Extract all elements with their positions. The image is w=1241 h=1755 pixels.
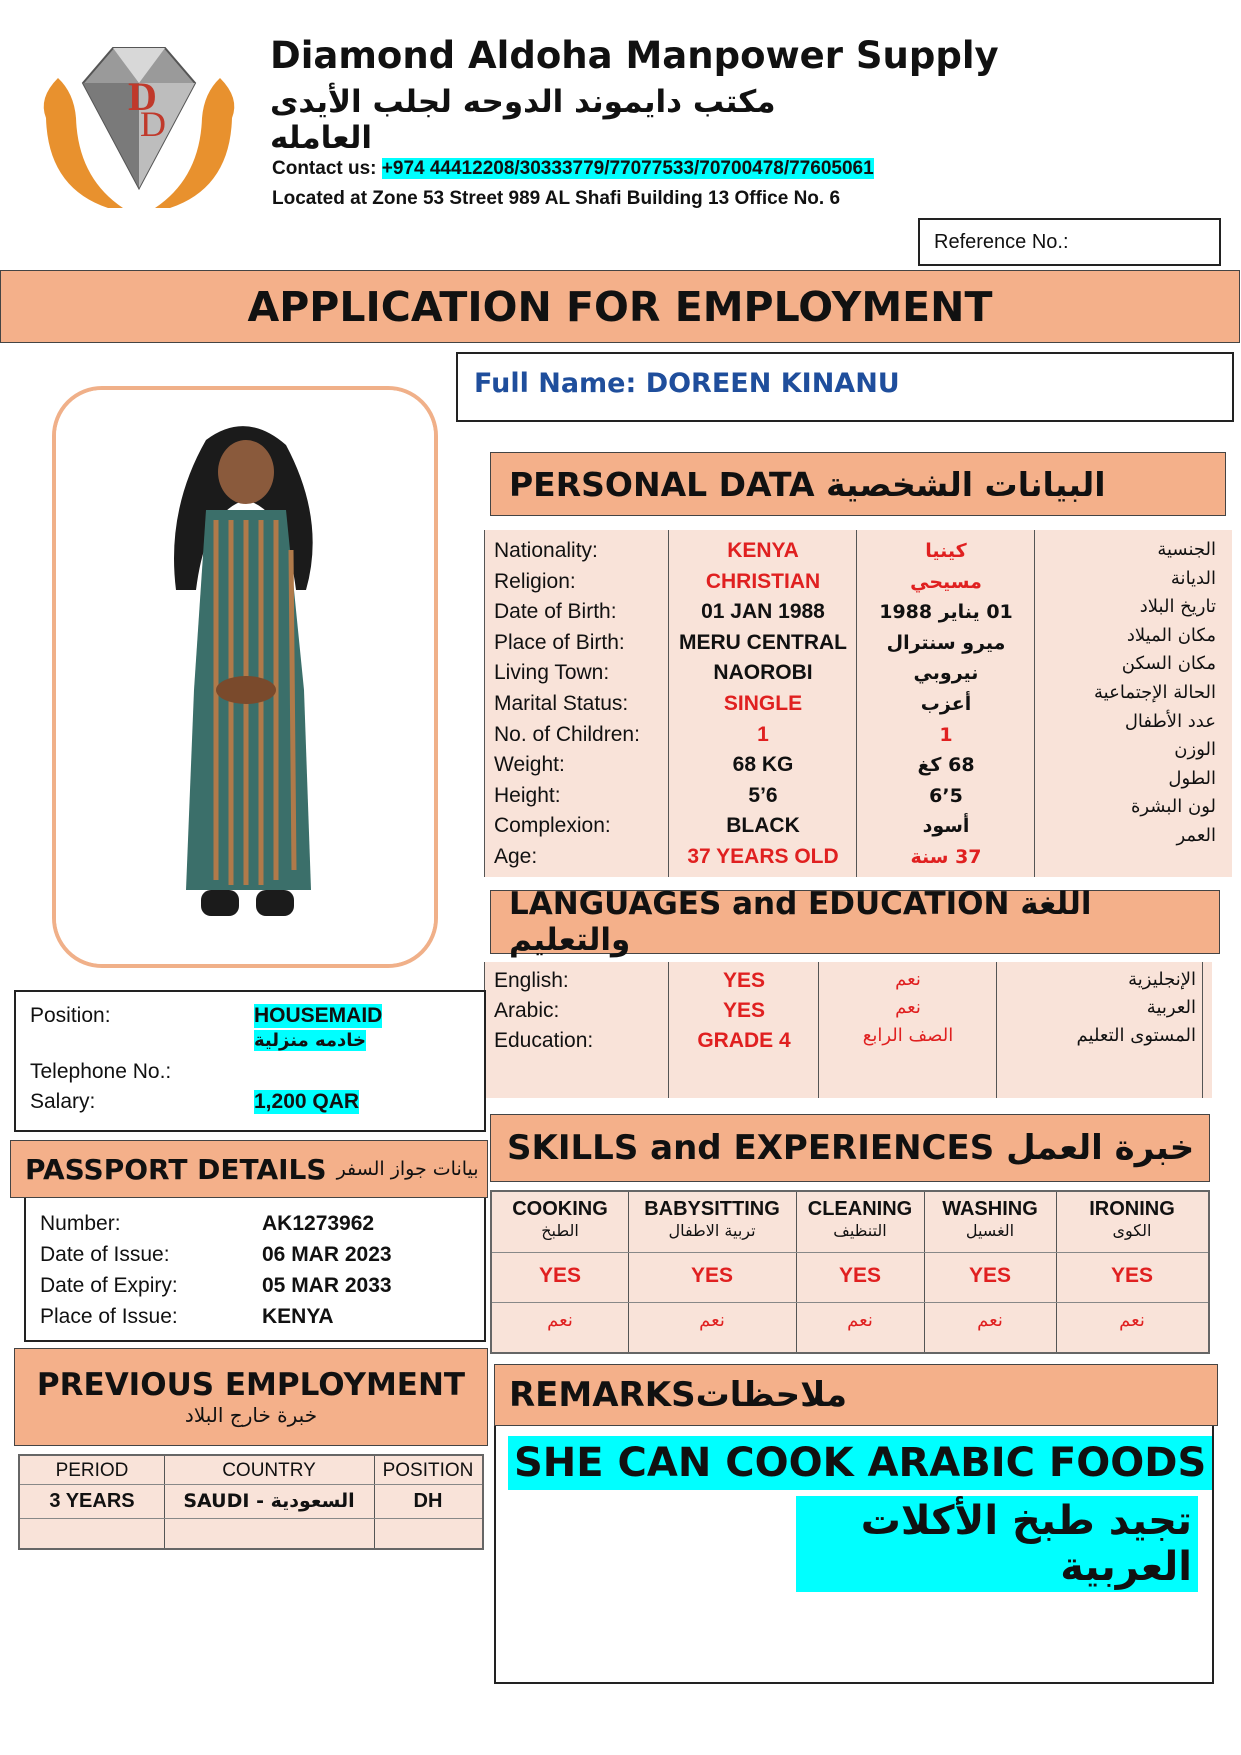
- skill-washing-value: YES: [968, 1264, 1012, 1287]
- marital-status-label: Marital Status:: [494, 691, 629, 715]
- country-cell: SAUDI - السعودية: [183, 1490, 355, 1512]
- weight-value-ar: 68 كغ: [917, 754, 975, 777]
- english-value-ar: نعم: [895, 969, 921, 990]
- previous-employment-title-ar: خبرة خارج البلاد: [184, 1403, 318, 1427]
- children-value-ar: 1: [939, 723, 953, 746]
- skill-babysitting: [628, 1198, 796, 1240]
- dob-value: 01 JAN 1988: [701, 600, 825, 624]
- marital-status-value-ar: أعزب: [920, 692, 972, 715]
- living-town-value-ar: نيروبي: [913, 662, 979, 685]
- religion-label-ar: الديانة: [1170, 567, 1216, 589]
- contact-label: Contact us:: [272, 158, 377, 179]
- pob-value-ar: ميرو سنترال: [886, 631, 1006, 654]
- position-header: POSITION: [382, 1460, 474, 1481]
- skills-heading: SKILLS and EXPERIENCES خبرة العمل: [490, 1114, 1210, 1182]
- remarks-text-arabic: تجيد طبخ الأكلات العربية: [796, 1496, 1198, 1592]
- passport-title: PASSPORT DETAILS: [25, 1152, 327, 1186]
- skill-cleaning-name: CLEANING: [807, 1198, 913, 1220]
- contact-numbers: +974 44412208/30333779/77077533/70700478/77605061: [381, 158, 874, 179]
- passport-labels: [40, 1208, 178, 1332]
- skill-babysitting-name: BABYSITTING: [644, 1198, 780, 1220]
- company-name: Diamond Aldoha Manpower Supply: [270, 34, 999, 77]
- age-label: Age:: [494, 844, 538, 868]
- position-label: Position:: [30, 1004, 111, 1027]
- pob-label: Place of Birth:: [494, 630, 625, 654]
- language-values: [670, 966, 818, 1056]
- language-labels: [494, 966, 593, 1056]
- complexion-label-ar: لون البشرة: [1130, 796, 1216, 818]
- personal-labels-arabic: [1036, 536, 1216, 851]
- salary-label: Salary:: [30, 1090, 96, 1113]
- previous-employment-table: [18, 1454, 484, 1550]
- education-value: GRADE 4: [697, 1029, 791, 1052]
- complexion-value-ar: أسود: [922, 815, 970, 838]
- dob-label-ar: تاريخ البلاد: [1139, 596, 1216, 618]
- weight-label-ar: الوزن: [1174, 739, 1216, 761]
- age-value-ar: 37 سنة: [910, 845, 982, 868]
- nationality-label-ar: الجنسية: [1157, 539, 1216, 560]
- age-value: 37 YEARS OLD: [687, 844, 839, 868]
- living-town-label: Living Town:: [494, 661, 610, 685]
- contact-line: [272, 158, 874, 180]
- weight-value: 68 KG: [732, 753, 794, 777]
- previous-employment-title: PREVIOUS EMPLOYMENT: [36, 1367, 466, 1403]
- passport-number-label: Number:: [40, 1212, 121, 1235]
- skill-washing-name-ar: الغسيل: [965, 1221, 1015, 1240]
- language-values-arabic: [820, 966, 996, 1050]
- languages-education-heading: LANGUAGES and EDUCATION اللغة والتعليم: [490, 890, 1220, 954]
- height-value: 5’6: [748, 783, 778, 807]
- education-label-ar: المستوى التعليم: [1076, 1025, 1196, 1046]
- nationality-value: KENYA: [727, 539, 799, 562]
- languages-education-table: [484, 962, 1212, 1098]
- arabic-label-ar: العربية: [1146, 997, 1196, 1018]
- skill-washing: [924, 1198, 1056, 1240]
- issue-place-value: KENYA: [262, 1305, 334, 1328]
- skill-ironing: [1056, 1198, 1208, 1240]
- arabic-value: YES: [722, 999, 766, 1022]
- remarks-heading: REMARKSملاحظات: [494, 1364, 1218, 1426]
- issue-date-label: Date of Issue:: [40, 1243, 170, 1266]
- expiry-date-value: 05 MAR 2033: [262, 1274, 392, 1297]
- company-logo: [28, 38, 250, 216]
- telephone-label: Telephone No.:: [30, 1060, 172, 1083]
- personal-data-heading: PERSONAL DATA البيانات الشخصية: [490, 452, 1226, 516]
- full-name: Full Name: DOREEN KINANU: [456, 352, 1234, 422]
- education-value-ar: الصف الرابع: [862, 1025, 954, 1046]
- office-address: Located at Zone 53 Street 989 AL Shafi Building 13 Office No. 6: [272, 188, 841, 209]
- pob-label-ar: مكان الميلاد: [1126, 624, 1216, 646]
- passport-heading: [10, 1140, 488, 1198]
- skill-ironing-value-ar: نعم: [1119, 1310, 1145, 1331]
- skill-cooking-value: YES: [538, 1264, 582, 1287]
- remarks-text-english: SHE CAN COOK ARABIC FOODS: [508, 1436, 1212, 1490]
- position-value-ar: خادمه منزلية: [254, 1030, 367, 1051]
- dob-label: Date of Birth:: [494, 600, 617, 624]
- nationality-value-ar: كينيا: [925, 540, 967, 562]
- logo-letter-d1: D: [128, 74, 157, 119]
- skill-ironing-name: IRONING: [1089, 1198, 1175, 1220]
- complexion-label: Complexion:: [494, 814, 611, 838]
- dob-value-ar: 01 يناير 1988: [879, 601, 1013, 624]
- weight-label: Weight:: [494, 753, 565, 777]
- skill-washing-name: WASHING: [942, 1198, 1038, 1220]
- skill-washing-value-ar: نعم: [977, 1310, 1003, 1331]
- living-town-label-ar: مكان السكن: [1121, 653, 1216, 675]
- pob-value: MERU CENTRAL: [679, 630, 847, 654]
- skill-cooking: [492, 1198, 628, 1240]
- arabic-label: Arabic:: [494, 999, 560, 1022]
- company-name-arabic: مكتب دايموند الدوحه لجلب الأيدى العامله: [270, 84, 776, 156]
- marital-status-label-ar: الحالة الإجتماعية: [1094, 681, 1216, 703]
- skill-cleaning-value: YES: [838, 1264, 882, 1287]
- skill-ironing-value: YES: [1110, 1264, 1154, 1287]
- arabic-value-ar: نعم: [895, 997, 921, 1018]
- marital-status-value: SINGLE: [723, 691, 803, 715]
- age-label-ar: العمر: [1176, 824, 1216, 846]
- passport-number-value: AK1273962: [262, 1212, 375, 1235]
- skill-cooking-name-ar: الطبخ: [541, 1221, 579, 1240]
- issue-date-value: 06 MAR 2023: [262, 1243, 392, 1266]
- complexion-value: BLACK: [726, 814, 800, 838]
- personal-values-arabic: [858, 536, 1034, 873]
- period-cell: 3 YEARS: [49, 1490, 135, 1512]
- education-label: Education:: [494, 1029, 594, 1052]
- children-value: 1: [757, 722, 769, 746]
- skill-cooking-value-ar: نعم: [547, 1310, 573, 1331]
- applicant-photo: [52, 386, 438, 968]
- period-header: PERIOD: [55, 1460, 129, 1481]
- religion-value: CHRISTIAN: [705, 569, 821, 593]
- issue-place-label: Place of Issue:: [40, 1305, 178, 1328]
- personal-data-table: [484, 530, 1232, 877]
- nationality-label: Nationality:: [494, 539, 598, 562]
- children-label-ar: عدد الأطفال: [1124, 710, 1216, 732]
- position-box: [14, 990, 486, 1132]
- height-label: Height:: [494, 783, 561, 807]
- height-label-ar: الطول: [1168, 767, 1216, 789]
- salary-value: 1,200 QAR: [254, 1090, 360, 1113]
- skill-babysitting-name-ar: تربية الاطفال: [668, 1221, 756, 1240]
- children-label: No. of Children:: [494, 722, 640, 746]
- previous-employment-heading: [14, 1348, 488, 1446]
- height-value-ar: 5’6: [929, 784, 963, 807]
- reference-number-box: Reference No.:: [918, 218, 1221, 266]
- expiry-date-label: Date of Expiry:: [40, 1274, 178, 1297]
- application-title: APPLICATION FOR EMPLOYMENT: [0, 270, 1240, 343]
- english-label-ar: الإنجليزية: [1128, 969, 1196, 990]
- position-cell: DH: [413, 1490, 443, 1512]
- skill-cleaning-name-ar: التنظيف: [833, 1221, 887, 1240]
- religion-label: Religion:: [494, 569, 576, 593]
- skill-cleaning: [796, 1198, 924, 1240]
- position-value: HOUSEMAID: [254, 1004, 383, 1027]
- skill-babysitting-value-ar: نعم: [699, 1310, 725, 1331]
- religion-value-ar: مسيحي: [910, 570, 982, 593]
- skill-cleaning-value-ar: نعم: [847, 1310, 873, 1331]
- skills-table: [490, 1190, 1210, 1354]
- passport-title-ar: بيانات جواز السفر: [336, 1158, 479, 1180]
- living-town-value: NAOROBI: [713, 661, 813, 685]
- logo-letter-d2: D: [140, 104, 166, 144]
- country-header: COUNTRY: [222, 1460, 316, 1481]
- english-value: YES: [722, 969, 766, 992]
- skill-babysitting-value: YES: [690, 1264, 734, 1287]
- passport-values: [262, 1208, 392, 1332]
- personal-labels: [494, 536, 664, 873]
- skill-cooking-name: COOKING: [512, 1198, 608, 1220]
- language-labels-arabic: [1000, 966, 1196, 1050]
- english-label: English:: [494, 969, 569, 992]
- skill-ironing-name-ar: الكوى: [1112, 1221, 1152, 1240]
- personal-values: [670, 536, 856, 873]
- passport-details: [24, 1198, 486, 1342]
